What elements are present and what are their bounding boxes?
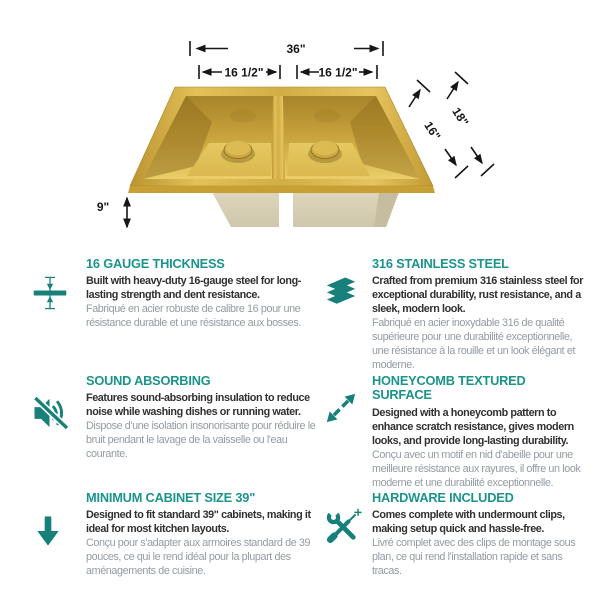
label-bowl-height: 9" xyxy=(96,200,110,214)
right-drain-cap xyxy=(313,141,338,155)
feature-heading: MINIMUM CABINET SIZE 39" xyxy=(86,490,256,505)
feature-description-en: Designed to fit standard 39" cabinets, making it ideal for most kitchen layouts. xyxy=(86,509,311,536)
steel-layers-icon xyxy=(324,274,358,308)
feature-hardware-included xyxy=(324,484,594,600)
down-arrow-icon xyxy=(32,510,64,552)
label-left-bowl-width: 16 1/2" xyxy=(224,65,264,80)
expand-arrows-icon xyxy=(324,391,358,425)
feature-honeycomb-textured-surface xyxy=(324,367,594,489)
sink-dimension-diagram xyxy=(0,0,600,248)
feature-heading: 16 GAUGE THICKNESS xyxy=(86,256,225,271)
label-inner-depth: 16" xyxy=(421,119,444,143)
feature-text xyxy=(86,484,324,578)
feature-heading: SOUND ABSORBING xyxy=(86,373,211,388)
feature-16-gauge-thickness xyxy=(28,250,324,367)
feature-icon-cell xyxy=(324,250,372,308)
feature-description-fr: Conçu avec un motif en nid d'abeille pour une meilleure résistance aux rayures, il offre un look moderne et une durabilité exceptionnelle. xyxy=(372,448,581,489)
feature-description-fr: Fabriqué en acier robuste de calibre 16 pour une résistance durable et une résistance aux bosses. xyxy=(86,303,301,330)
tools-icon xyxy=(324,508,362,546)
features-grid xyxy=(28,250,594,600)
feature-description-fr: Dispose d'une isolation insonorisante pour réduire le bruit pendant le lavage de la vaisselle ou l'eau courante. xyxy=(86,420,316,461)
feature-minimum-cabinet-size xyxy=(28,484,324,600)
dimension-outer-depth xyxy=(447,72,494,176)
feature-text xyxy=(86,367,324,461)
feature-text xyxy=(86,250,324,330)
feature-description-en: Comes complete with undermount clips, making setup quick and hassle-free. xyxy=(372,509,565,536)
feature-description-fr: Conçu pour s'adapter aux armoires standard de 39 pouces, ce qui le rend idéal pour la plupart des aménagements de cuisine. xyxy=(86,537,311,578)
sink-rim-front-edge xyxy=(128,186,435,193)
feature-sound-absorbing xyxy=(28,367,324,484)
feature-316-stainless-steel xyxy=(324,250,594,372)
feature-description-en: Built with heavy-duty 16-gauge steel for long-lasting strength and dent resistance. xyxy=(86,275,301,302)
feature-text xyxy=(372,367,594,490)
feature-icon-cell xyxy=(28,250,86,310)
feature-description-fr: Livré complet avec des clips de montage sous plan, ce qui rend l'installation rapide et sans tracas. xyxy=(372,537,576,578)
sink-base-left xyxy=(212,192,279,227)
feature-description-en: Features sound-absorbing insulation to reduce noise while washing dishes or running water. xyxy=(86,392,310,419)
left-drain-cap xyxy=(226,141,251,155)
thickness-icon xyxy=(32,276,68,310)
feature-text xyxy=(372,250,594,372)
label-overall-width: 36" xyxy=(286,42,306,56)
feature-heading: HARDWARE INCLUDED xyxy=(372,490,514,505)
left-bowl-wall-mark xyxy=(230,110,256,123)
feature-description-en: Crafted from premium 316 stainless steel for exceptional durability, rust resistance, and a sleek, modern look. xyxy=(372,275,584,316)
feature-icon-cell xyxy=(28,367,86,433)
sink-illustration xyxy=(128,87,435,227)
feature-icon-cell xyxy=(324,367,372,425)
feature-icon-cell xyxy=(28,484,86,552)
feature-description-fr: Fabriqué en acier inoxydable 316 de qualité supérieure pour une durabilité exceptionnelle, une résistance à la rouille et un look élégant et moderne. xyxy=(372,317,576,372)
feature-description-en: Designed with a honeycomb pattern to enhance scratch resistance, gives modern looks, and provide long-lasting durability. xyxy=(372,406,574,447)
feature-heading: HONEYCOMB TEXTURED SURFACE xyxy=(372,373,526,403)
feature-heading: 316 STAINLESS STEEL xyxy=(372,256,509,271)
label-outer-depth: 18" xyxy=(449,105,472,129)
label-right-bowl-width: 16 1/2" xyxy=(318,65,358,80)
right-bowl-wall-mark xyxy=(314,110,340,123)
feature-text xyxy=(372,484,594,578)
mute-speaker-icon xyxy=(32,393,72,433)
feature-icon-cell xyxy=(324,484,372,546)
sink-center-divider xyxy=(272,96,285,179)
